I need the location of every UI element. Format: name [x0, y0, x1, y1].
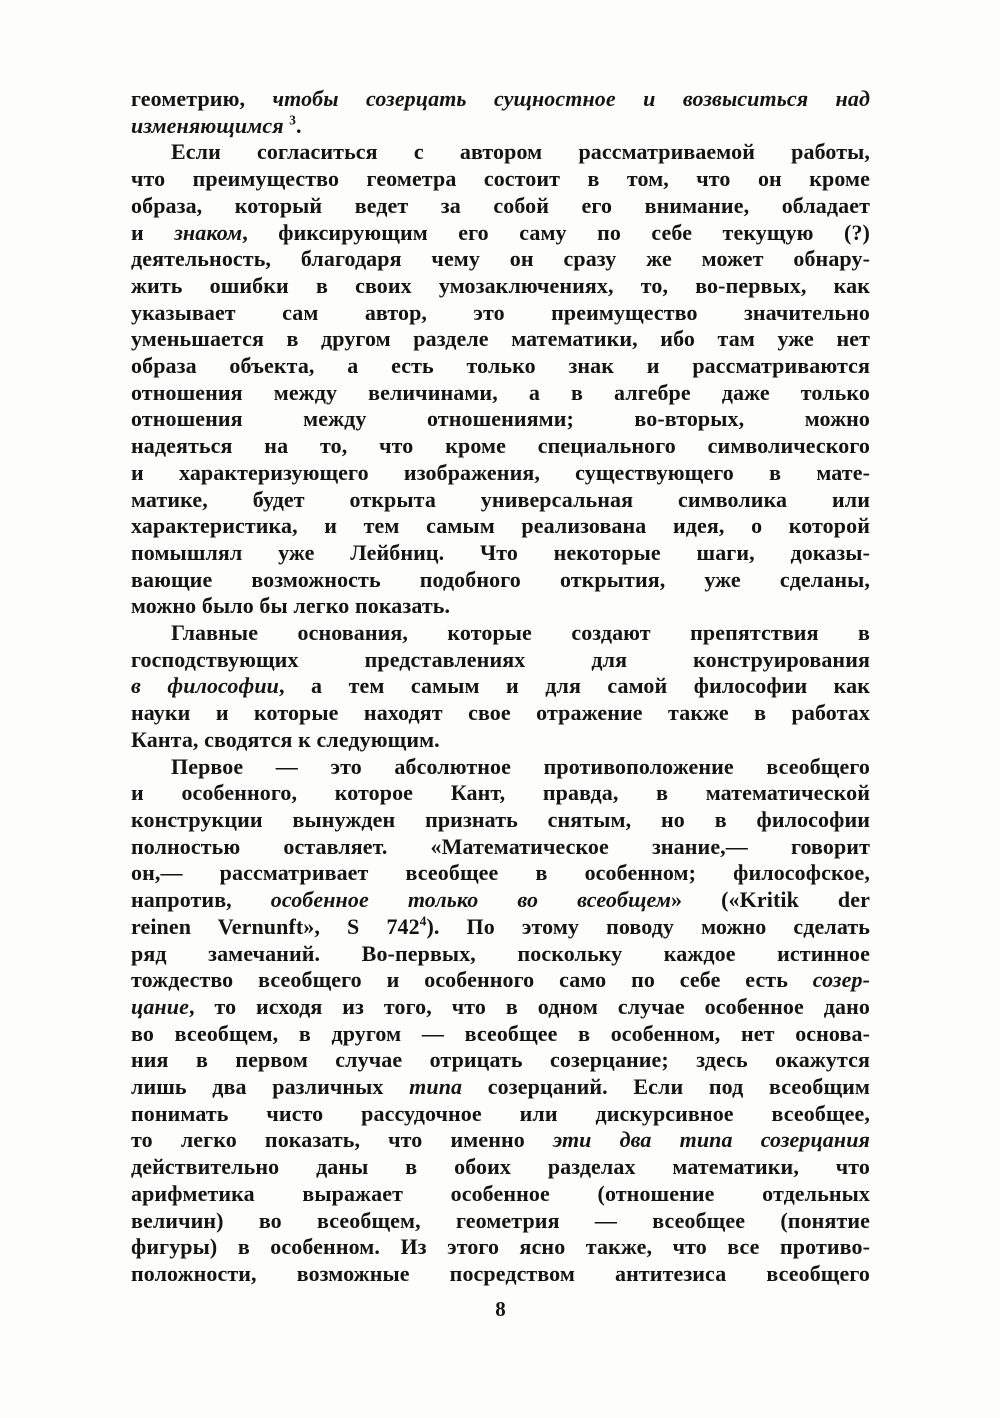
text-line: [131, 273, 870, 300]
text-line: [131, 941, 870, 968]
footnote-marker: 3: [289, 112, 296, 128]
text-line: [131, 246, 870, 273]
text-line: [131, 86, 870, 113]
text-segment: фигуры) в особенном. Из этого ясно также, что все противо-: [131, 1234, 870, 1260]
text-segment: напротив,: [131, 887, 271, 913]
text-segment: деятельность, благодаря чему он сразу же может обнару-: [131, 246, 870, 272]
text-segment: reinen Vernunft», S 742: [131, 913, 420, 939]
text-segment: во всеобщем, в другом — всеобщее в особенном, нет основа-: [131, 1020, 870, 1046]
text-segment: , фиксирующим его саму по себе текущую (?): [242, 219, 870, 245]
text-line: [131, 1021, 870, 1048]
text-line: [131, 433, 870, 460]
text-line: [131, 1208, 870, 1235]
text-segment: действительно даны в обоих разделах математики, что: [131, 1154, 870, 1180]
text-segment: он,— рассматривает всеобщее в особенном; философское,: [131, 860, 870, 886]
text-line: [131, 1234, 870, 1261]
text-segment: уменьшается в другом разделе математики, ибо там уже нет: [131, 326, 870, 352]
text-segment: цание: [131, 993, 189, 1019]
text-line: [131, 1074, 870, 1101]
text-line: [131, 300, 870, 327]
text-segment: чтобы созерцать сущностное и возвыситься над: [272, 86, 870, 111]
text-segment: положности, возможные посредством антитезиса всеобщего: [131, 1260, 870, 1286]
text-segment: ния в первом случае отрицать созерцание; здесь окажутся: [131, 1047, 870, 1073]
text-segment: указывает сам автор, это преимущество значительно: [131, 299, 870, 325]
text-line: [131, 513, 870, 540]
page-number: 8: [495, 1297, 506, 1321]
text-line: [131, 220, 870, 247]
text-segment: то легко показать, что именно: [131, 1127, 553, 1153]
text-segment: .: [295, 112, 302, 138]
text-line: [131, 1181, 870, 1208]
text-segment: ряд замечаний. Во-первых, поскольку каждое истинное: [131, 940, 870, 966]
text-line: [131, 673, 870, 700]
text-segment: Канта, сводятся к следующим.: [131, 726, 440, 752]
text-line: [131, 487, 870, 514]
text-segment: в философии: [131, 673, 279, 699]
text-line: [131, 1047, 870, 1074]
text-line: [131, 834, 870, 861]
text-segment: полностью оставляет. «Математическое знание,— говорит: [131, 833, 870, 859]
text-line: [131, 406, 870, 433]
text-line: [131, 166, 870, 193]
text-line: [131, 113, 870, 140]
text-segment: образа объекта, а есть только знак и рассматриваются: [131, 353, 870, 379]
text-segment: типа: [409, 1074, 463, 1100]
text-segment: арифметика выражает особенное (отношение отдельных: [131, 1180, 870, 1206]
text-segment: знаком: [174, 219, 243, 245]
text-segment: эти два типа созерцания: [553, 1127, 870, 1153]
text-line: [131, 460, 870, 487]
text-segment: господствующих представлениях для конструирования: [131, 646, 870, 672]
text-segment: конструкции вынужден признать снятым, но в философии: [131, 806, 870, 832]
text-line: [131, 1101, 870, 1128]
text-line: [131, 994, 870, 1021]
text-line: [131, 914, 870, 941]
text-segment: образа, который ведет за собой его внимание, обладает: [131, 192, 870, 218]
text-block: [131, 86, 870, 1288]
text-line: [131, 1261, 870, 1288]
text-line: [131, 967, 870, 994]
text-line: [131, 567, 870, 594]
text-segment: ). По этому поводу можно сделать: [426, 913, 871, 939]
text-segment: геометрию,: [131, 86, 273, 111]
text-segment: » («Kritik der: [671, 887, 870, 913]
text-segment: отношения между величинами, а в алгебре даже только: [131, 379, 870, 405]
text-segment: Главные основания, которые создают препятствия в: [171, 620, 870, 646]
text-line: [131, 700, 870, 727]
text-segment: матике, будет открыта универсальная символика или: [131, 486, 870, 512]
text-segment: понимать чисто рассудочное или дискурсивное всеобщее,: [131, 1100, 870, 1126]
footnote-marker: 4: [419, 913, 427, 929]
text-segment: лишь два различных: [131, 1074, 410, 1100]
text-line: [131, 727, 870, 754]
text-segment: характеристика, и тем самым реализована идея, о которой: [131, 513, 870, 539]
text-segment: тождество всеобщего и особенного само по себе есть: [131, 967, 813, 993]
text-segment: что преимущество геометра состоит в том, что он кроме: [131, 166, 870, 192]
text-segment: и: [131, 219, 175, 245]
text-line: [131, 887, 870, 914]
text-segment: величин) во всеобщем, геометрия — всеобщее (понятие: [131, 1207, 870, 1233]
text-segment: и особенного, которое Кант, правда, в математической: [131, 780, 870, 806]
text-line: [131, 353, 870, 380]
text-line: [131, 647, 870, 674]
text-line: [131, 326, 870, 353]
text-segment: жить ошибки в своих умозаключениях, то, во-первых, как: [131, 272, 870, 298]
text-segment: Первое — это абсолютное противоположение всеобщего: [171, 753, 870, 779]
text-segment: созерцаний. Если под всеобщим: [462, 1074, 870, 1100]
text-line: [131, 1154, 870, 1181]
text-segment: можно было бы легко показать.: [131, 593, 451, 619]
text-segment: вающие возможность подобного открытия, уже сделаны,: [131, 566, 870, 592]
text-segment: и характеризующего изображения, существующего в мате-: [131, 459, 870, 485]
text-line: [131, 593, 870, 620]
text-line: [131, 807, 870, 834]
text-line: [131, 620, 870, 647]
text-line: [131, 193, 870, 220]
text-segment: , то исходя из того, что в одном случае особенное дано: [188, 993, 870, 1019]
text-segment: отношения между отношениями; во-вторых, можно: [131, 406, 870, 432]
text-segment: , а тем самым и для самой философии как: [279, 673, 870, 699]
text-segment: надеяться на то, что кроме специального символического: [131, 433, 870, 459]
text-line: [131, 380, 870, 407]
text-segment: созер-: [812, 967, 870, 993]
text-line: [131, 780, 870, 807]
text-segment: науки и которые находят свое отражение также в работах: [131, 700, 870, 726]
text-line: [131, 1127, 870, 1154]
text-line: [131, 860, 870, 887]
text-segment: Если согласиться с автором рассматриваемой работы,: [171, 139, 870, 165]
text-line: [131, 139, 870, 166]
text-segment: изменяющимся: [131, 112, 290, 138]
text-segment: особенное только во всеобщем: [270, 887, 672, 913]
text-segment: помышлял уже Лейбниц. Что некоторые шаги, доказы-: [131, 539, 870, 565]
text-line: [131, 754, 870, 781]
text-line: [131, 540, 870, 567]
